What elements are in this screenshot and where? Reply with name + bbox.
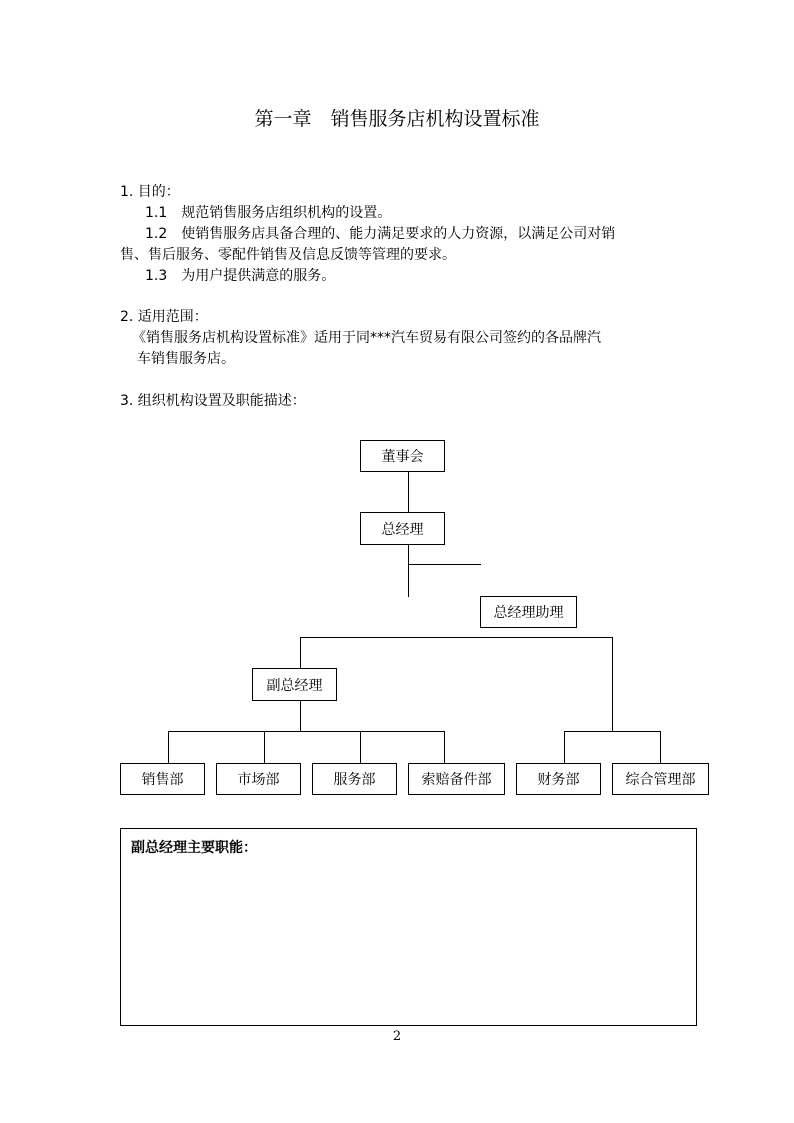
connector-gm-down (408, 544, 409, 597)
deputy-gm-duties-title: 副总经理主要职能： (131, 840, 257, 856)
connector-left-departments (168, 731, 445, 732)
org-box-dept-parts (408, 763, 505, 795)
section-1-item-2-line-1: 1.2 使销售服务店具备合理的、能力满足要求的人力资源，以满足公司对销 (145, 226, 616, 242)
org-box-board (360, 440, 445, 472)
connector-right-branch (612, 637, 613, 732)
org-label-gm: 总经理 (381, 521, 424, 538)
org-label-dept-finance: 财务部 (537, 772, 580, 788)
connector-gm-assistant-branch (408, 564, 481, 565)
org-label-deputy-gm: 副总经理 (266, 677, 323, 694)
org-label-dept-parts: 索赔备件部 (421, 772, 492, 788)
section-3-heading: 3. 组织机构设置及职能描述： (120, 393, 306, 409)
connector-dept-marketing (264, 731, 265, 764)
org-label-board: 董事会 (381, 449, 424, 465)
org-box-gm (360, 512, 445, 545)
connector-dept-service (360, 731, 361, 764)
org-box-dept-marketing (216, 763, 301, 795)
section-1-item-2-line-2: 售、售后服务、零配件销售及信息反馈等管理的要求。 (120, 247, 456, 263)
org-label-dept-sales: 销售部 (141, 772, 184, 788)
deputy-gm-duties-box (120, 828, 697, 1026)
chapter-title: 第一章 销售服务店机构设置标准 (254, 108, 540, 130)
page-number: 2 (392, 1029, 402, 1044)
section-2-heading: 2. 适用范围： (120, 309, 208, 325)
org-box-dept-finance (516, 763, 601, 795)
section-1-heading: 1. 目的： (120, 184, 180, 200)
section-2-line-2: 车销售服务店。 (137, 351, 235, 367)
connector-right-departments (564, 731, 661, 732)
connector-deputy-down (300, 700, 301, 732)
connector-dept-parts (444, 731, 445, 764)
org-box-deputy-gm (252, 668, 337, 701)
org-label-dept-service: 服务部 (333, 772, 376, 788)
connector-to-deputy (300, 637, 301, 669)
connector-dept-admin (660, 731, 661, 764)
org-box-dept-admin (612, 763, 709, 795)
section-1-item-1: 1.1 规范销售服务店组织机构的设置。 (145, 205, 392, 221)
connector-dept-sales (168, 731, 169, 764)
org-label-gm-assistant: 总经理助理 (493, 605, 564, 621)
org-box-dept-service (312, 763, 397, 795)
connector-board-gm (408, 471, 409, 513)
org-label-dept-marketing: 市场部 (237, 772, 280, 788)
org-box-dept-sales (120, 763, 205, 795)
org-box-gm-assistant (480, 596, 577, 628)
section-1-item-3: 1.3 为用户提供满意的服务。 (145, 268, 336, 284)
connector-dept-finance (564, 731, 565, 764)
section-2-line-1: 《销售服务店机构设置标准》适用于同***汽车贸易有限公司签约的各品牌汽 (132, 330, 601, 346)
connector-main-horizontal (300, 637, 613, 638)
org-label-dept-admin: 综合管理部 (625, 772, 696, 788)
